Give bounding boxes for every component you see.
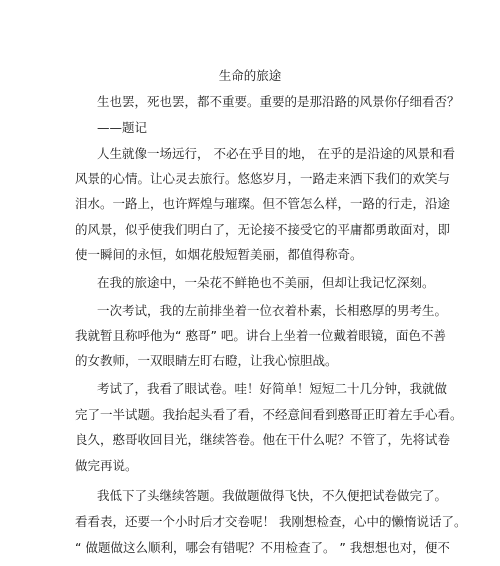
document-title: 生命的旅途	[218, 68, 282, 83]
paragraph-line: 我就暂且称呼他为“ 憨哥” 吧。讲台上坐着一位戴着眼镜，面色不善	[75, 328, 446, 343]
paragraph-line: “ 做题做这么顺利，哪会有错呢？不用检查了。 ” 我想想也对，便不	[75, 540, 450, 555]
paragraph-line: 人生就像一场远行， 不必在乎目的地， 在乎的是沿途的风景和看	[97, 146, 455, 161]
paragraph-line: 使一瞬间的永恒，如烟花般短暂美丽，都值得称奇。	[75, 247, 363, 262]
epigraph-attribution: ——题记	[97, 120, 148, 135]
epigraph-text: 生也罢，死也罢，都不重要。重要的是那沿路的风景你仔细看否？	[97, 94, 460, 109]
paragraph-line: 做完再说。	[75, 458, 138, 473]
paragraph-line: 考试了，我看了眼试卷。哇！好简单！短短二十几分钟，我就做	[97, 381, 448, 396]
paragraph-line: 风景的心情。让心灵去旅行。悠悠岁月，一路走来洒下我们的欢笑与	[75, 171, 451, 186]
paragraph-line: 的风景，似乎使我们明白了，无论接不接受它的平庸都勇敢面对，即	[75, 222, 451, 237]
paragraph-line: 的女教师，一双眼睛左盯右瞪，让我心惊胆战。	[75, 353, 338, 368]
paragraph-line: 一次考试，我的左前排坐着一位衣着朴素，长相憨厚的男考生。	[97, 303, 448, 318]
paragraph-line: 良久，憨哥收回目光，继续答卷。他在干什么呢？不管了，先将试卷	[75, 432, 451, 447]
paragraph-line: 我低下了头继续答题。我做题做得飞快，不久便把试卷做完了。	[97, 488, 448, 503]
paragraph-line: 看看表，还要一个小时后才交卷呢！ 我刚想检查，心中的懒惰说话了。	[75, 514, 467, 529]
paragraph-line: 在我的旅途中，一朵花不鲜艳也不美丽，但却让我记忆深刻。	[97, 275, 435, 290]
paragraph-line: 泪水。一路上，也许辉煌与璀璨。但不管怎么样，一路的行走，沿途	[75, 196, 451, 211]
paragraph-line: 完了一半试题。我抬起头看了看，不经意间看到憨哥正盯着左手心看。	[75, 407, 463, 422]
